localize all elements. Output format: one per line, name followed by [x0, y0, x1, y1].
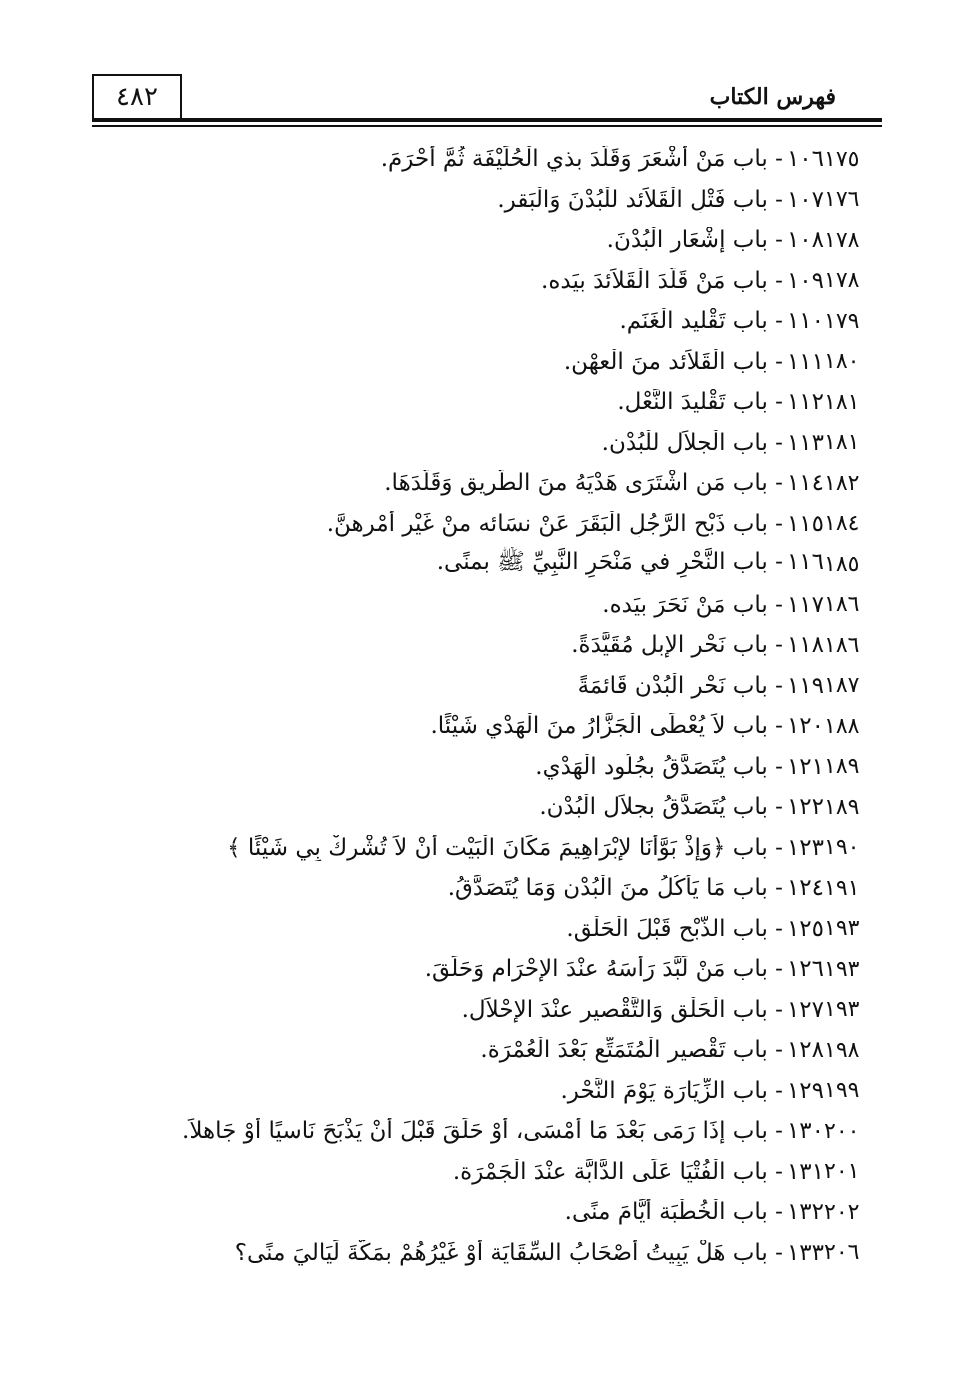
entry-text: [120, 1118, 824, 1144]
entry-page-number: ٢٠٠: [824, 1118, 860, 1144]
entry-number: ١٢٧: [786, 996, 824, 1023]
entry-page-number: ١٨٤: [824, 511, 860, 537]
entry-title: باب النَّحْرِ في مَنْحَرِ النَّبِيِّ ﷺ بمنًى.: [436, 549, 768, 576]
entry-number: ١٢١: [786, 753, 824, 780]
entry-page-number: ١٨١: [824, 430, 860, 456]
entry-title: باب مَا يَأْكُلُ منَ الْبُدْن وَمَا يُتَصَدَّقُ.: [447, 875, 768, 902]
entry-page-number: ٢٠١: [824, 1159, 860, 1185]
entry-page-number: ١٩١: [824, 875, 860, 901]
entry-dash: -: [767, 632, 783, 659]
entry-text: [120, 389, 824, 415]
entry-dash: -: [767, 429, 783, 456]
entry-number: ١٣٣: [786, 1239, 824, 1266]
entry-title: باب الْخُطْبَة أَيَّامَ منًى.: [564, 1199, 768, 1226]
entry-dash: -: [767, 591, 783, 618]
entry-dash: -: [767, 996, 783, 1023]
entry-text: [120, 997, 824, 1023]
entry-text: [120, 268, 824, 294]
entry-dash: -: [767, 875, 783, 902]
entry-page-number: ٢٠٦: [824, 1240, 860, 1266]
entry-number: ١١٩: [786, 672, 824, 699]
entry-title: باب الْحَلْق وَالتَّقْصير عنْدَ الإحْلاَل.: [461, 996, 768, 1023]
entry-number: ١٢٩: [786, 1077, 824, 1104]
toc-entry: [120, 747, 884, 788]
entry-text: [120, 632, 824, 658]
toc-entry: [120, 1192, 884, 1233]
entry-number: ١٣٢: [786, 1199, 824, 1226]
entry-text: [120, 1078, 824, 1104]
toc-entry: [120, 423, 884, 464]
entry-number: ١٠٩: [786, 267, 824, 294]
entry-title: باب هَلْ يَبِيتُ أَصْحَابُ السِّقَايَة أَوْ غَيْرُهُمْ بمَكَّةَ لَيَاليَ منًى؟: [234, 1239, 768, 1266]
toc-entry: [120, 1030, 884, 1071]
toc-entry: [120, 1071, 884, 1112]
entry-page-number: ١٨٦: [824, 632, 860, 658]
entry-dash: -: [767, 1077, 783, 1104]
entry-title: باب تَقْليدَ النَّعْل.: [617, 389, 768, 416]
toc-entry: [120, 301, 884, 342]
entry-number: ١٣١: [786, 1158, 824, 1185]
entry-title: باب نَحْرِ الإبل مُقَيَّدَةً.: [571, 632, 768, 659]
entry-page-number: ١٧٦: [824, 187, 860, 213]
entry-dash: -: [767, 834, 783, 861]
entry-text: [120, 146, 824, 172]
toc-entry: [120, 342, 884, 383]
entry-title: باب يُتَصَدَّقُ بجُلُود الْهَدْي.: [535, 753, 768, 780]
page-number: [92, 74, 182, 118]
entry-number: ١١١: [786, 348, 824, 375]
entry-title: باب الذَّبْح قَبْلَ الْحَلْق.: [566, 915, 768, 942]
entry-page-number: ٢٠٢: [824, 1199, 860, 1225]
entry-number: ١١٣: [786, 429, 824, 456]
entry-title: باب مَنِ اشْتَرَى هَدْيَهُ منَ الطَّريق وَقَلَّدَهَا.: [384, 470, 768, 497]
entry-page-number: ١٧٨: [824, 268, 860, 294]
entry-text: [120, 430, 824, 456]
entry-text: [120, 511, 824, 537]
entry-number: ١٠٨: [786, 227, 824, 254]
entry-title: باب الزِّيَارَة يَوْمَ النَّحْر.: [560, 1077, 768, 1104]
entry-dash: -: [767, 1118, 783, 1145]
entry-number: ١٢٤: [786, 875, 824, 902]
entry-page-number: ١٩٣: [824, 916, 860, 942]
entry-title: باب إذَا رَمَى بَعْدَ مَا أَمْسَى، أَوْ حَلَقَ قَبْلَ أَنْ يَذْبَحَ نَاسيًا أَوْ جَاهلاً.: [182, 1118, 768, 1145]
entry-page-number: ١٩٣: [824, 997, 860, 1023]
toc-entry: [120, 1111, 884, 1152]
entry-page-number: ١٧٥: [824, 146, 860, 172]
entry-number: ١١٥: [786, 510, 824, 537]
entry-dash: -: [767, 186, 783, 213]
toc-entry: [120, 504, 884, 545]
entry-text: [120, 1240, 824, 1266]
toc-entry: [120, 706, 884, 747]
entry-dash: -: [767, 672, 783, 699]
entry-number: ١١٠: [786, 308, 824, 335]
toc-entry: [120, 868, 884, 909]
entry-page-number: ١٨٢: [824, 470, 860, 496]
entry-text: [120, 673, 824, 699]
entry-text: [120, 754, 824, 780]
entry-number: ١١٨: [786, 632, 824, 659]
entry-text: [120, 1159, 824, 1185]
entry-dash: -: [767, 1239, 783, 1266]
toc-entry: [120, 1152, 884, 1193]
entry-title: باب إشْعَار الْبُدْنَ.: [606, 227, 768, 254]
entry-title: باب ﴿وَإِذْ بَوَّأْنَا لإِبْرَاهِيمَ مَكَانَ الْبَيْت أَنْ لاَ تُشْرِكْ بِي شَيْئًا ﴾: [227, 834, 768, 861]
entry-number: ١١٦: [786, 549, 824, 576]
entry-page-number: ١٩٩: [824, 1078, 860, 1104]
entry-dash: -: [767, 794, 783, 821]
entry-title: باب فَتْلِ الْقَلاَئد للْبُدْنَ وَالْبَقر.: [497, 186, 768, 213]
entry-page-number: ١٩٨: [824, 1037, 860, 1063]
entry-title: باب الْجلاَل للْبُدْن.: [601, 429, 768, 456]
entry-number: ١٠٧: [786, 186, 824, 213]
toc-entry: [120, 180, 884, 221]
entry-page-number: ١٨٧: [824, 673, 860, 699]
toc-entry: [120, 382, 884, 423]
entry-title: باب ذَبْح الرَّجُلِ الْبَقَرَ عَنْ نسَائه منْ غَيْر أَمْرِهنَّ.: [326, 510, 768, 537]
entry-dash: -: [767, 1199, 783, 1226]
entry-page-number: ١٨٠: [824, 349, 860, 375]
toc-entry: [120, 787, 884, 828]
entry-title: باب نَحْرِ الْبُدْن قَائمَةً: [577, 672, 768, 699]
entry-text: [120, 1199, 824, 1225]
entry-text: [120, 227, 824, 253]
entry-text: [120, 308, 824, 334]
entry-number: ١١٤: [786, 470, 824, 497]
entry-title: باب مَنْ نَحَرَ بيَده.: [602, 591, 768, 618]
entry-dash: -: [767, 308, 783, 335]
entry-dash: -: [767, 1037, 783, 1064]
entry-dash: -: [767, 1158, 783, 1185]
toc-entry: [120, 220, 884, 261]
entry-dash: -: [767, 146, 783, 173]
entry-page-number: ١٩٠: [824, 835, 860, 861]
toc-entry: [120, 139, 884, 180]
entry-page-number: ١٧٨: [824, 227, 860, 253]
toc-entry: [120, 666, 884, 707]
entry-page-number: ١٨٦: [824, 592, 860, 618]
entry-text: [120, 916, 824, 942]
entry-page-number: ١٨٨: [824, 713, 860, 739]
entry-title: باب مَنْ قَلَّدَ الْقَلاَئدَ بيَده.: [541, 267, 768, 294]
entry-text: [120, 592, 824, 618]
entry-number: ١٣٠: [786, 1118, 824, 1145]
running-title: فهرس الكتاب: [709, 84, 836, 110]
entry-text: [120, 470, 824, 496]
entry-page-number: ١٩٣: [824, 956, 860, 982]
entry-number: ١٢٥: [786, 915, 824, 942]
entry-title: باب الْفُتْيَا عَلَى الدَّابَّة عنْدَ الْجَمْرَة.: [452, 1158, 768, 1185]
entry-dash: -: [767, 470, 783, 497]
entry-dash: -: [767, 348, 783, 375]
toc-entry: [120, 1233, 884, 1274]
entry-page-number: ١٧٩: [824, 308, 860, 334]
entry-dash: -: [767, 956, 783, 983]
entry-text: [120, 835, 824, 861]
entry-text: [120, 794, 824, 820]
entry-number: ١٢٢: [786, 794, 824, 821]
entry-page-number: ١٨١: [824, 389, 860, 415]
toc-entry: [120, 544, 884, 585]
entry-page-number: ١٨٩: [824, 794, 860, 820]
entry-number: ١٢٨: [786, 1037, 824, 1064]
entry-number: ١٢٣: [786, 834, 824, 861]
page-number-text: ٤٨٢: [116, 82, 158, 112]
toc-entry: [120, 909, 884, 950]
toc-entry: [120, 261, 884, 302]
entry-dash: -: [767, 267, 783, 294]
toc-entry: [120, 463, 884, 504]
toc-entry: [120, 990, 884, 1031]
entry-title: باب تَقْصير الْمُتَمَتِّع بَعْدَ الْعُمْرَة.: [480, 1037, 768, 1064]
entry-dash: -: [767, 713, 783, 740]
entry-dash: -: [767, 510, 783, 537]
header-rule-thin: [92, 125, 882, 127]
entry-page-number: ١٨٥: [824, 551, 860, 577]
table-of-contents: [120, 139, 884, 1273]
entry-text: [120, 713, 824, 739]
entry-title: باب لاَ يُعْطَى الْجَزَّارُ منَ الْهَدْي شَيْئًا.: [430, 713, 768, 740]
entry-text: [120, 349, 824, 375]
toc-entry: [120, 828, 884, 869]
entry-number: ١٢٦: [786, 956, 824, 983]
toc-entry: [120, 625, 884, 666]
entry-title: باب الْقَلاَئد منَ الْعهْن.: [563, 348, 768, 375]
entry-text: [120, 187, 824, 213]
entry-dash: -: [767, 227, 783, 254]
entry-page-number: ١٨٩: [824, 754, 860, 780]
entry-text: [120, 1037, 824, 1063]
entry-title: باب تَقْليد الْغَنَم.: [619, 308, 768, 335]
entry-title: باب مَنْ أَشْعَرَ وَقَلَّدَ بذي الْحُلَيْفَة ثُمَّ أَحْرَمَ.: [380, 146, 768, 173]
entry-number: ١٠٦: [786, 146, 824, 173]
entry-dash: -: [767, 753, 783, 780]
toc-entry: [120, 949, 884, 990]
entry-dash: -: [767, 915, 783, 942]
entry-dash: -: [767, 389, 783, 416]
entry-text: [120, 547, 824, 581]
entry-number: ١١٢: [786, 389, 824, 416]
entry-number: ١٢٠: [786, 713, 824, 740]
entry-number: ١١٧: [786, 591, 824, 618]
entry-title: باب مَنْ لَبَّدَ رَأْسَهُ عنْدَ الإحْرَام وَحَلَقَ.: [424, 956, 768, 983]
entry-text: [120, 956, 824, 982]
entry-text: [120, 875, 824, 901]
entry-dash: -: [767, 549, 783, 576]
entry-title: باب يُتَصَدَّقُ بجلاَل الْبُدْن.: [539, 794, 768, 821]
header-rule-thick: [92, 118, 882, 122]
toc-entry: [120, 585, 884, 626]
